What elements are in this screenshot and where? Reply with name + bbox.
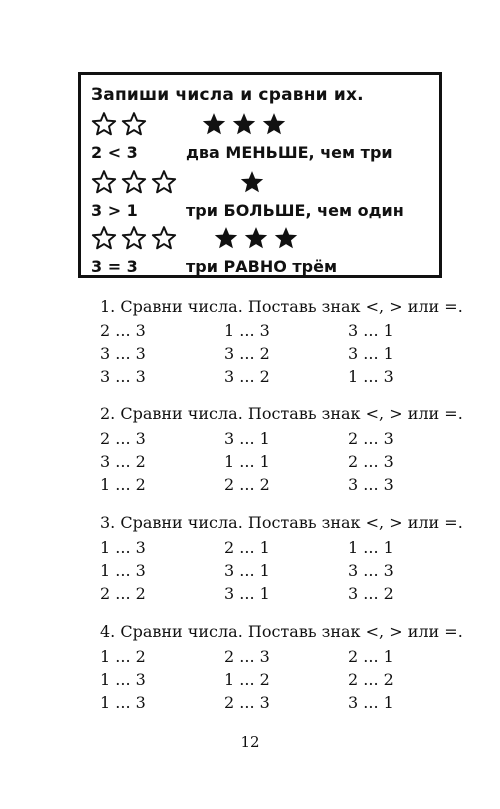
comparison-item: 3 ... 1	[224, 561, 270, 580]
intro-title: Запиши числа и сравни их.	[91, 85, 364, 105]
relation-1: 2 < 3	[91, 143, 138, 162]
star-filled-icon	[239, 169, 265, 195]
filled-stars-group-2	[239, 169, 265, 195]
comparison-item: 3 ... 2	[224, 344, 270, 363]
comparison-item: 3 ... 1	[348, 344, 394, 363]
comparison-item: 3 ... 1	[224, 584, 270, 603]
star-outline-icon	[91, 111, 117, 137]
star-outline-icon	[121, 169, 147, 195]
comparison-item: 3 ... 3	[100, 367, 146, 386]
comparison-item: 2 ... 3	[224, 647, 270, 666]
comparison-item: 2 ... 2	[224, 475, 270, 494]
comparison-item: 3 ... 3	[100, 344, 146, 363]
filled-stars-group-3	[213, 225, 299, 251]
star-filled-icon	[231, 111, 257, 137]
comparison-item: 1 ... 3	[348, 367, 394, 386]
comparison-item: 1 ... 3	[100, 561, 146, 580]
exercise-2-title: 2. Сравни числа. Поставь знак <, > или =.	[100, 404, 463, 423]
comparison-item: 2 ... 3	[348, 452, 394, 471]
comparison-item: 1 ... 1	[224, 452, 270, 471]
phrase-3: три РАВНО трём	[186, 257, 338, 276]
comparison-item: 3 ... 3	[348, 475, 394, 494]
comparison-item: 1 ... 1	[348, 538, 394, 557]
comparison-item: 2 ... 1	[348, 647, 394, 666]
comparison-item: 3 ... 3	[348, 561, 394, 580]
star-filled-icon	[243, 225, 269, 251]
star-outline-icon	[91, 169, 117, 195]
star-filled-icon	[201, 111, 227, 137]
star-outline-icon	[121, 225, 147, 251]
exercise-4-title: 4. Сравни числа. Поставь знак <, > или =.	[100, 622, 463, 641]
star-outline-icon	[91, 225, 117, 251]
page-number: 12	[240, 733, 260, 751]
comparison-item: 2 ... 3	[348, 429, 394, 448]
star-filled-icon	[273, 225, 299, 251]
comparison-item: 3 ... 1	[348, 693, 394, 712]
phrase-1: два МЕНЬШЕ, чем три	[186, 143, 393, 162]
comparison-item: 1 ... 2	[224, 670, 270, 689]
star-filled-icon	[213, 225, 239, 251]
outline-stars-group-3	[91, 225, 177, 251]
exercise-3-title: 3. Сравни числа. Поставь знак <, > или =.	[100, 513, 463, 532]
comparison-item: 2 ... 3	[100, 321, 146, 340]
star-outline-icon	[121, 111, 147, 137]
star-outline-icon	[151, 169, 177, 195]
comparison-item: 1 ... 3	[100, 538, 146, 557]
comparison-item: 1 ... 3	[100, 670, 146, 689]
comparison-item: 1 ... 3	[100, 693, 146, 712]
comparison-item: 2 ... 2	[348, 670, 394, 689]
filled-stars-group-1	[201, 111, 287, 137]
exercise-1-title: 1. Сравни числа. Поставь знак <, > или =.	[100, 297, 463, 316]
comparison-item: 2 ... 2	[100, 584, 146, 603]
comparison-item: 3 ... 2	[100, 452, 146, 471]
star-outline-icon	[151, 225, 177, 251]
comparison-item: 1 ... 2	[100, 475, 146, 494]
relation-2: 3 > 1	[91, 201, 138, 220]
relation-3: 3 = 3	[91, 257, 138, 276]
outline-stars-group-1	[91, 111, 147, 137]
star-filled-icon	[261, 111, 287, 137]
comparison-item: 3 ... 1	[224, 429, 270, 448]
comparison-item: 2 ... 3	[100, 429, 146, 448]
intro-box	[78, 72, 442, 278]
comparison-item: 2 ... 3	[224, 693, 270, 712]
comparison-item: 1 ... 2	[100, 647, 146, 666]
comparison-item: 3 ... 2	[224, 367, 270, 386]
outline-stars-group-2	[91, 169, 177, 195]
comparison-item: 2 ... 1	[224, 538, 270, 557]
comparison-item: 3 ... 2	[348, 584, 394, 603]
comparison-item: 3 ... 1	[348, 321, 394, 340]
phrase-2: три БОЛЬШЕ, чем один	[186, 201, 404, 220]
comparison-item: 1 ... 3	[224, 321, 270, 340]
